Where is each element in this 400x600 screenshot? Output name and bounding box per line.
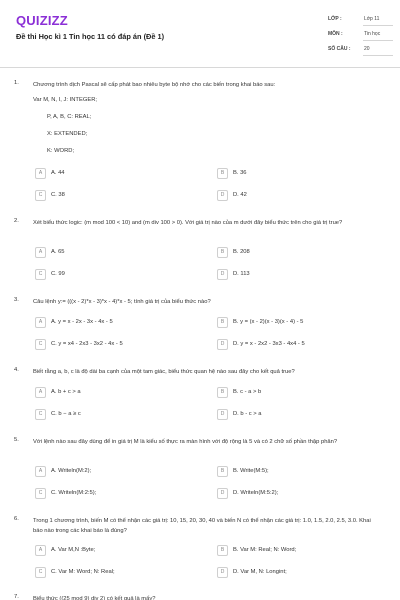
option-letter-box: C — [35, 567, 46, 578]
option-letter-box: B — [217, 466, 228, 477]
meta-count-label: SỐ CÂU : — [328, 46, 351, 52]
meta-subject-label: MÔN : — [328, 31, 343, 37]
meta-grade-label: LỚP : — [328, 16, 342, 22]
option-text: D. 113 — [233, 271, 250, 277]
meta-grade-value: Lớp 11 — [364, 16, 380, 22]
option-text: B. Write(M:5); — [233, 468, 269, 474]
option-text: B. Var M: Real; N: Word; — [233, 547, 297, 553]
option-letter-box: C — [35, 488, 46, 499]
question-number: 1. — [14, 80, 19, 86]
option-letter-box: D — [217, 567, 228, 578]
option-letter-box: B — [217, 545, 228, 556]
meta-divider — [363, 40, 393, 41]
option-letter-box: C — [35, 190, 46, 201]
question-number: 3. — [14, 297, 19, 303]
option-text: A. Var M,N :Byte; — [51, 547, 96, 553]
question-text: Chương trình dịch Pascal sẽ cấp phát bao nhiêu byte bộ nhớ cho các biến trong khai báo sau: — [33, 82, 276, 88]
option-letter-box: B — [217, 168, 228, 179]
meta-subject-value: Tin học — [364, 31, 381, 37]
page-title: Đề thi Học kì 1 Tin học 11 có đáp án (Đề 1) — [16, 32, 165, 41]
option-letter-box: D — [217, 339, 228, 350]
option-text: A. 44 — [51, 170, 65, 176]
code-line: Var M, N, I, J: INTEGER; — [33, 97, 97, 103]
question-text: Xét biểu thức logic: (m mod 100 < 10) and (m div 100 > 0). Với giá trị nào của m dưới đây biểu thức trên cho giá trị true? — [33, 220, 343, 226]
option-letter-box: C — [35, 409, 46, 420]
option-letter-box: D — [217, 488, 228, 499]
option-letter-box: B — [217, 317, 228, 328]
option-text: C. 99 — [51, 271, 65, 277]
question-number: 7. — [14, 594, 19, 600]
question-number: 4. — [14, 367, 19, 373]
code-line: X: EXTENDED; — [47, 131, 88, 137]
meta-divider — [363, 25, 393, 26]
option-text: D. Writeln(M:5:2); — [233, 490, 279, 496]
option-text: A. Writeln(M:2); — [51, 468, 92, 474]
question-number: 5. — [14, 437, 19, 443]
option-letter-box: A — [35, 387, 46, 398]
option-letter-box: D — [217, 409, 228, 420]
option-letter-box: C — [35, 339, 46, 350]
option-text: C. y = x4 - 2x3 - 3x2 - 4x - 5 — [51, 341, 123, 347]
question-number: 6. — [14, 516, 19, 522]
option-text: D. y = x - 2x2 - 3x3 - 4x4 - 5 — [233, 341, 305, 347]
option-text: C. b − a ≥ c — [51, 411, 81, 417]
meta-divider — [363, 55, 393, 56]
quizizz-logo: QUIZIZZ — [16, 13, 68, 28]
option-letter-box: A — [35, 247, 46, 258]
option-text: B. c - a > b — [233, 389, 262, 395]
option-text: B. 208 — [233, 249, 250, 255]
question-text: Câu lệnh y:= (((x - 2)*x - 3)*x - 4)*x - 5; tính giá trị của biểu thức nào? — [33, 299, 211, 305]
option-text: C. Writeln(M:2:5); — [51, 490, 97, 496]
option-text: B. 36 — [233, 170, 247, 176]
option-text: A. y = x - 2x - 3x - 4x - 5 — [51, 319, 113, 325]
option-letter-box: C — [35, 269, 46, 280]
option-letter-box: B — [217, 247, 228, 258]
option-text: A. 65 — [51, 249, 65, 255]
question-text: Biểu thức ((25 mod 9) div 2) có kết quả là mấy? — [33, 596, 156, 600]
option-letter-box: D — [217, 190, 228, 201]
code-line: K: WORD; — [47, 148, 75, 154]
option-text: B. y = (x - 2)(x - 3)(x - 4) - 5 — [233, 319, 304, 325]
question-text: Với lệnh nào sau đây dùng để in giá trị M là kiểu số thực ra màn hình với độ rộng là 5 và có 2 chữ số phần thập phân? — [33, 439, 338, 445]
option-letter-box: A — [35, 545, 46, 556]
question-number: 2. — [14, 218, 19, 224]
option-letter-box: A — [35, 466, 46, 477]
option-letter-box: A — [35, 317, 46, 328]
question-text: Biết rằng a, b, c là độ dài ba cạnh của một tam giác, biểu thức quan hệ nào sau đây cho kết quả true? — [33, 369, 295, 375]
code-line: P, A, B, C: REAL; — [47, 114, 92, 120]
option-text: C. Var M: Word; N: Real; — [51, 569, 115, 575]
option-text: D. 42 — [233, 192, 247, 198]
option-text: A. b + c > a — [51, 389, 81, 395]
meta-count-value: 20 — [364, 46, 370, 52]
option-text: D. b - c > a — [233, 411, 262, 417]
question-text: Trong 1 chương trình, biến M có thể nhận các giá trị: 10, 15, 20, 30, 40 và biến N có thể nhận các giá trị: 1.0, 1.5, 2.0, 2.5, 3.0. Khai báo nào trong các khai báo là đúng? — [33, 518, 371, 534]
option-letter-box: A — [35, 168, 46, 179]
worksheet-header — [0, 0, 400, 68]
option-letter-box: D — [217, 269, 228, 280]
option-text: D. Var M, N: Longint; — [233, 569, 287, 575]
option-text: C. 38 — [51, 192, 65, 198]
option-letter-box: B — [217, 387, 228, 398]
